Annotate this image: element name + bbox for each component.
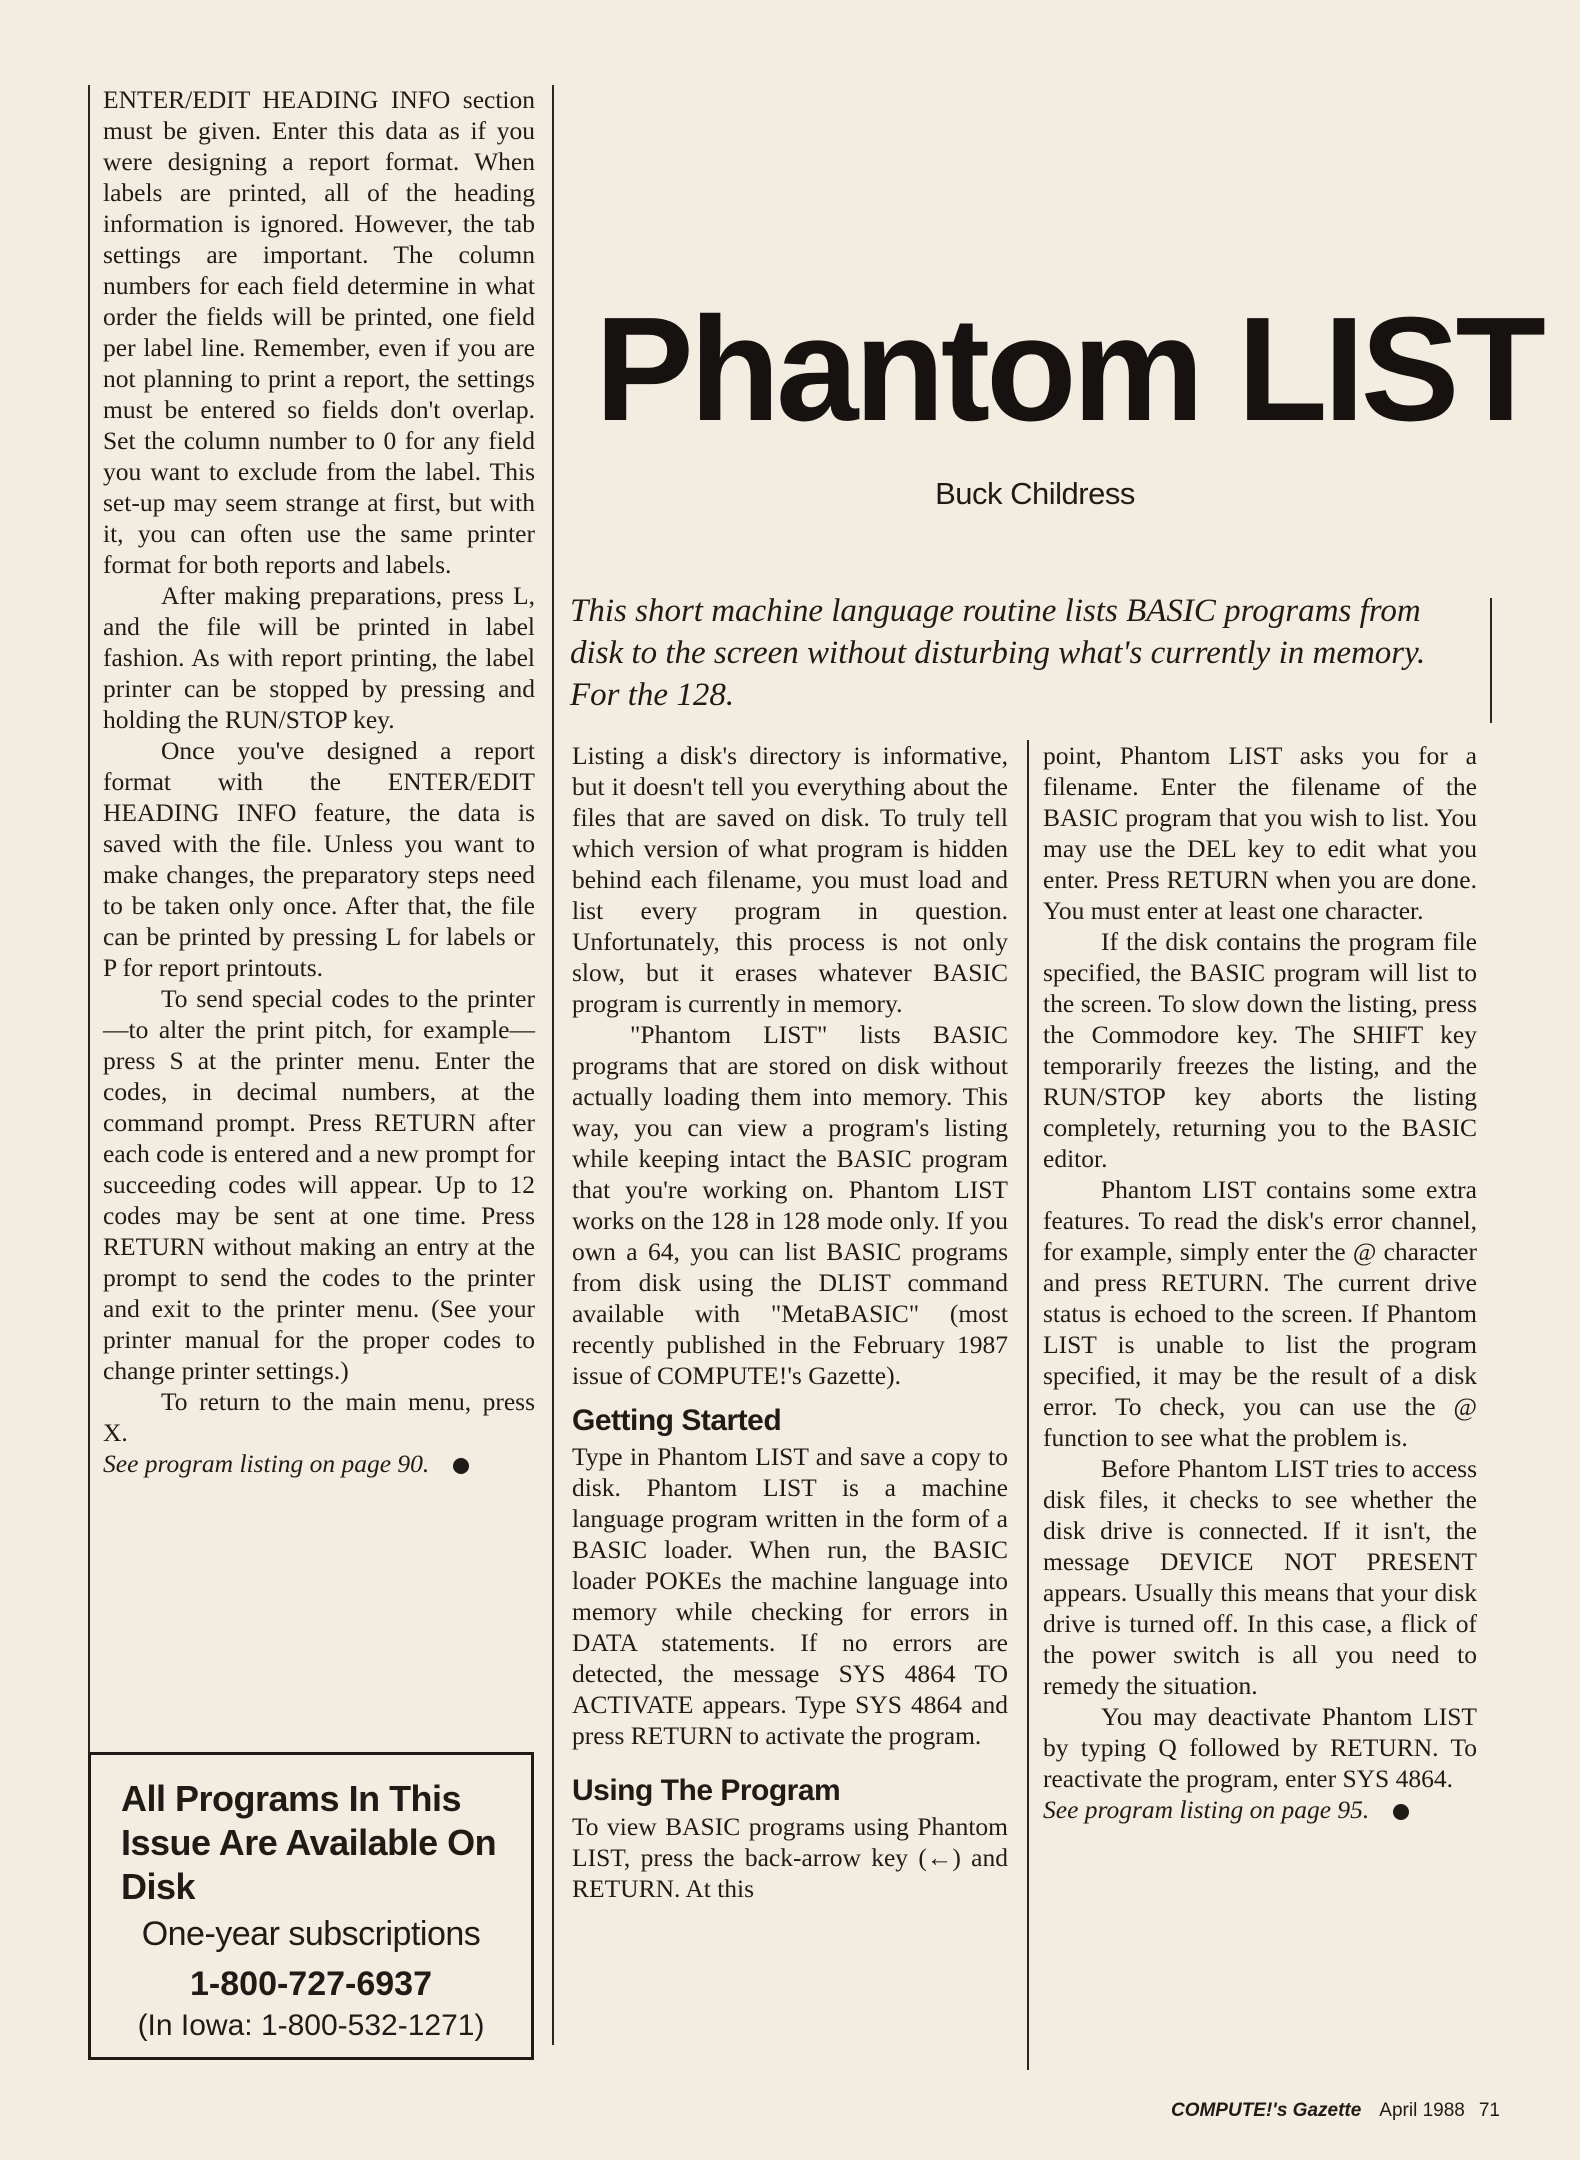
left-column <box>103 84 535 1479</box>
deck-rule <box>1490 598 1492 723</box>
left-paragraph: After making preparations, press L, and the file will be printed in label fashion. As with report printing, the label printer can be stopped by pressing and holding the RUN/STOP key. <box>103 581 535 734</box>
right-column <box>1043 740 1477 1825</box>
middle-column-rule-right <box>1027 740 1029 2070</box>
middle-paragraph: To view BASIC programs using Phantom LIST, press the back-arrow key (←) and RETURN. At this <box>572 1812 1008 1903</box>
article-author: Buck Childress <box>935 476 1135 511</box>
end-mark-icon <box>453 1458 469 1474</box>
right-paragraph: You may deactivate Phantom LIST by typing Q followed by RETURN. To reactivate the program, enter SYS 4864. <box>1043 1702 1477 1793</box>
left-column-rule-right <box>552 85 554 2045</box>
middle-paragraph: Type in Phantom LIST and save a copy to disk. Phantom LIST is a machine language program written in the form of a BASIC loader. When run, the BASIC loader POKEs the machine language into memory while checking for errors in DATA statements. If no errors are detected, the message SYS 4864 TO ACTIVATE appears. Type SYS 4864 and press RETURN to activate the program. <box>572 1442 1008 1750</box>
right-paragraph: point, Phantom LIST asks you for a filename. Enter the filename of the BASIC program that you wish to list. You may use the DEL key to edit what you enter. Press RETURN when you are done. You must enter at least one character. <box>1043 741 1477 925</box>
box-subscription: One-year subscriptions <box>141 1915 481 1953</box>
middle-column <box>572 740 1008 1904</box>
left-see-listing <box>103 1448 535 1479</box>
left-paragraph: To send special codes to the printer—to alter the print pitch, for example—press S at the printer menu. Enter the codes, in decimal numbers, at the command prompt. Press RETURN after each code is entered and a new prompt for succeeding codes will appear. Up to 12 codes may be sent at one time. Press RETURN without making an entry at the prompt to send the codes to the printer and exit to the printer menu. (See your printer manual for the proper codes to change printer settings.) <box>103 984 535 1385</box>
disk-availability-box <box>88 1752 534 2060</box>
right-see-listing <box>1043 1794 1477 1825</box>
footer-publication: COMPUTE!'s Gazette <box>1170 2100 1362 2121</box>
left-paragraph: Once you've designed a report format with the ENTER/EDIT HEADING INFO feature, the data is saved with the file. Unless you want to make changes, the preparatory steps need to be taken only once. After that, the file can be printed by pressing L for labels or P for report printouts. <box>103 736 535 982</box>
end-mark-icon <box>1393 1804 1409 1820</box>
right-paragraph: Before Phantom LIST tries to access disk files, it checks to see whether the disk drive is connected. If it isn't, the message DEVICE NOT PRESENT appears. Usually this means that your disk drive is turned off. In this case, a flick of the power switch is all you need to remedy the situation. <box>1043 1454 1477 1700</box>
left-paragraph: ENTER/EDIT HEADING INFO section must be given. Enter this data as if you were designing a report format. When labels are printed, all of the heading information is ignored. However, the tab settings are important. The column numbers for each field determine in what order the fields will be printed, one field per label line. Remember, even if you are not planning to print a report, the settings must be entered so fields don't overlap. Set the column number to 0 for any field you want to exclude from the label. This set-up may seem strange at first, but with it, you can often use the same printer format for both reports and labels. <box>103 85 535 579</box>
middle-paragraph: Listing a disk's directory is informative, but it doesn't tell you everything about the files that are saved on disk. To truly tell which version of what program is hidden behind each filename, you must load and list every program in question. Unfortunately, this process is not only slow, but it erases whatever BASIC program is currently in memory. <box>572 741 1008 1018</box>
subhead-getting-started: Getting Started <box>572 1404 782 1437</box>
right-paragraph: If the disk contains the program file specified, the BASIC program will list to the screen. To slow down the listing, press the Commodore key. The SHIFT key temporarily freezes the listing, and the RUN/STOP key aborts the listing completely, returning you to the BASIC editor. <box>1043 927 1477 1173</box>
article-title: Phantom LIST <box>595 287 1542 452</box>
box-phone: 1-800-727-6937 <box>190 1965 432 2003</box>
box-heading: All Programs In This Issue Are Available On Disk <box>121 1778 497 1907</box>
footer-issue-date: April 1988 <box>1379 2100 1465 2121</box>
footer-page-number: 71 <box>1478 2100 1500 2121</box>
left-paragraph: To return to the main menu, press X. <box>103 1387 535 1447</box>
left-see-listing-text: See program listing on page 90. <box>103 1449 430 1478</box>
middle-paragraph: "Phantom LIST" lists BASIC programs that are stored on disk without actually loading them into memory. This way, you can view a program's listing while keeping intact the BASIC program that you're working on. Phantom LIST works on the 128 in 128 mode only. If you own a 64, you can list BASIC programs from disk using the DLIST command available with "MetaBASIC" (most recently published in the February 1987 issue of COMPUTE!'s Gazette). <box>572 1020 1008 1390</box>
right-paragraph: Phantom LIST contains some extra features. To read the disk's error channel, for example, simply enter the @ character and press RETURN. The current drive status is echoed to the screen. If Phantom LIST is unable to list the program specified, it may be the result of a disk error. To check, you can use the @ function to see what the problem is. <box>1043 1175 1477 1452</box>
right-see-listing-text: See program listing on page 95. <box>1043 1795 1370 1824</box>
page-footer <box>1120 2100 1500 2122</box>
subhead-using-program: Using The Program <box>572 1774 841 1807</box>
left-column-rule-left <box>88 85 90 2045</box>
box-iowa-phone: (In Iowa: 1-800-532-1271) <box>137 2009 485 2042</box>
article-deck: This short machine language routine lists BASIC programs from disk to the screen without disturbing what's currently in memory. For the 128. <box>570 593 1426 713</box>
